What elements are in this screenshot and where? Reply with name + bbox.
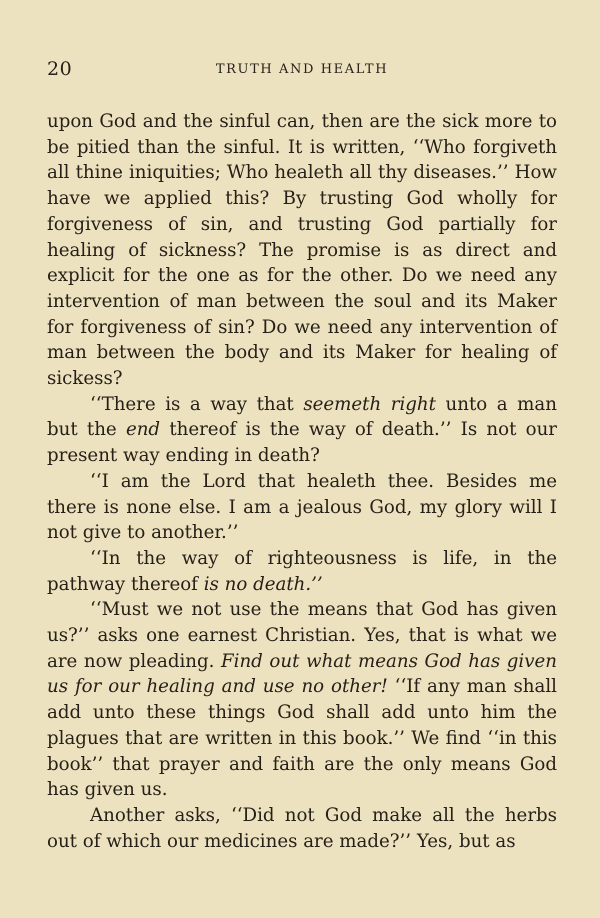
- running-head: TRUTH AND HEALTH: [215, 62, 389, 77]
- body-text: [47, 109, 557, 854]
- text-run: unto a man but the: [47, 393, 557, 441]
- text-run: ‘‘In the way of righteousness is life, in the pathway thereof: [47, 547, 557, 595]
- italic-text: Find out what means God has given us for our healing and use no other!: [47, 650, 557, 698]
- text-run: ‘‘There is a way that: [90, 393, 304, 415]
- text-run: ‘‘I am the Lord that healeth thee. Besides me there is none else. I am a jealous God, my glory will I not give to another.’’: [47, 470, 557, 544]
- paragraph: [47, 392, 557, 469]
- italic-text: seemeth right: [303, 393, 436, 415]
- page-header: [47, 58, 557, 86]
- italic-text: end: [125, 419, 161, 441]
- text-run: ‘‘If any man shall add unto these things God shall add unto him the plagues that are written in this book.’’ We find ‘‘in this book’’ that prayer and faith are the only means God has given us.: [47, 676, 557, 801]
- text-run: upon God and the sinful can, then are the sick more to be pitied than the sinful. It is written, ‘‘Who forgiveth all thine iniquities; Who healeth all thy diseases.’’ How have we applied this? By trusting God wholly for forgiveness of sin, and trusting God partially for healing of sickness? The promise is as direct and explicit for the one as for the other. Do we need any intervention of man between the soul and its Maker for forgiveness of sin? Do we need any intervention of man between the body and its Maker for healing of sickess?: [47, 111, 557, 390]
- text-run: thereof is the way of death.’’ Is not our present way ending in death?: [47, 419, 557, 467]
- paragraph: [47, 546, 557, 597]
- paragraph: [47, 597, 557, 803]
- paragraph: [47, 109, 557, 392]
- text-run: ‘‘Must we not use the means that God has given us?’’ asks one earnest Christian. Yes, that is what we are now pleading.: [47, 599, 557, 672]
- page-number: 20: [47, 58, 73, 80]
- italic-text: is no death.’’: [203, 573, 323, 595]
- paragraph: [47, 469, 557, 546]
- text-run: Another asks, ‘‘Did not God make all the herbs out of which our medicines are made?’’ Yes, but as: [47, 804, 557, 852]
- paragraph: [47, 803, 557, 854]
